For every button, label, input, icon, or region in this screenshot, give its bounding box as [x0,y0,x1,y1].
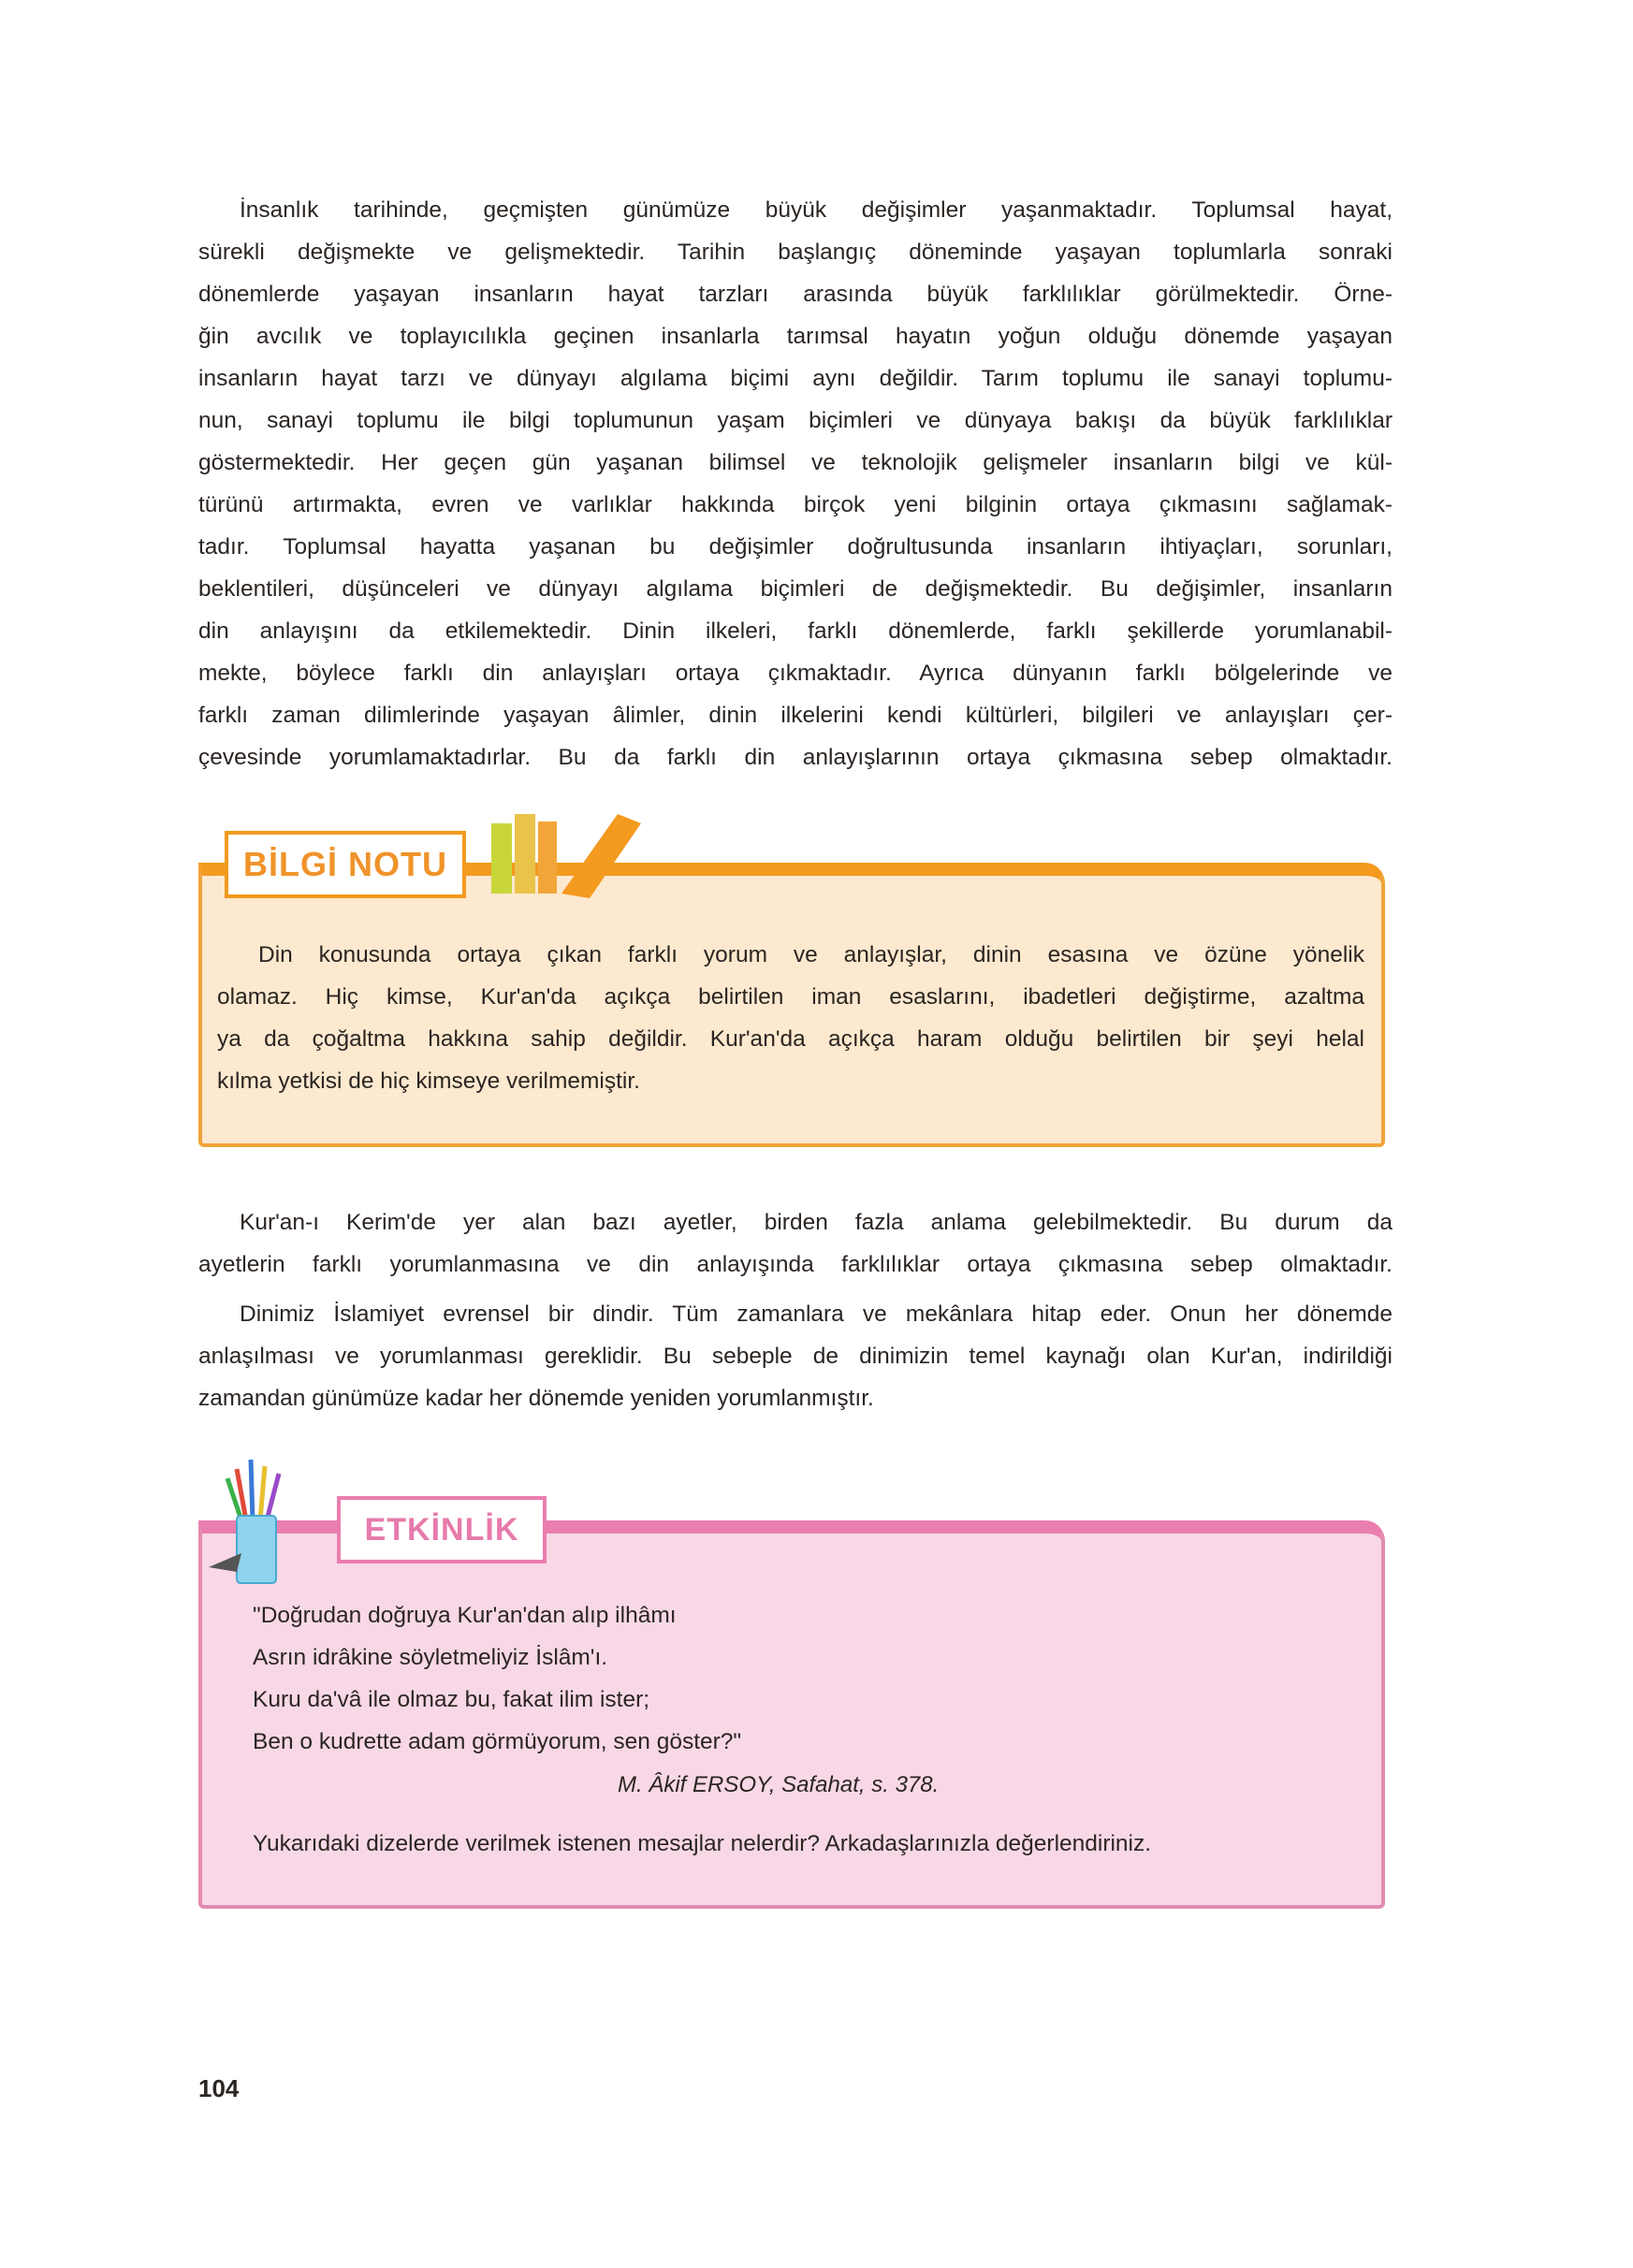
pencil-cup-icon [204,1455,307,1586]
text-line: dönemlerde yaşayan insanların hayat tarzları arasında büyük farklılıklar görülmektedir. Örne- [198,282,1392,307]
text-line: sürekli değişmekte ve gelişmektedir. Tarihin başlangıç döneminde yaşayan toplumlarla sonraki [198,240,1392,265]
text-line: göstermektedir. Her geçen gün yaşanan bilimsel ve teknolojik gelişmeler insanların bilgi ve kül- [198,450,1392,475]
text-line: zamandan günümüze kadar her dönemde yeniden yorumlanmıştır. [198,1386,874,1411]
text-line: tadır. Toplumsal hayatta yaşanan bu değişimler doğrultusunda insanların ihtiyaçları, sorunları, [198,534,1392,560]
text-line: mekte, böylece farklı din anlayışları ortaya çıkmaktadır. Ayrıca dünyanın farklı bölgelerinde ve [198,661,1392,686]
text-line: anlaşılması ve yorumlanması gereklidir. Bu sebeple de dinimizin temel kaynağı olan Kur'an, indirildiği [198,1344,1392,1369]
text-line: Kur'an-ı Kerim'de yer alan bazı ayetler, birden fazla anlama gelebilmektedir. Bu durum da [240,1210,1392,1235]
activity-question: Yukarıdaki dizelerde verilmek istenen mesajlar nelerdir? Arkadaşlarınızla değerlendiriniz. [253,1831,1152,1856]
poem-line: Asrın idrâkine söyletmeliyiz İslâm'ı. [253,1645,608,1670]
poem-line: "Doğrudan doğruya Kur'an'dan alıp ilhâmı [253,1603,677,1628]
text-line: olamaz. Hiç kimse, Kur'an'da açıkça belirtilen iman esaslarını, ibadetleri değiştirme, azaltma [217,984,1364,1010]
page-number: 104 [198,2074,240,2102]
books-icon [487,805,650,898]
info-note-title: BİLGİ NOTU [225,831,466,898]
text-line: insanların hayat tarzı ve dünyayı algılama biçimi aynı değildir. Tarım toplumu ile sanayi toplumu- [198,366,1392,391]
text-line: İnsanlık tarihinde, geçmişten günümüze büyük değişimler yaşanmaktadır. Toplumsal hayat, [240,197,1392,223]
paragraph-universal [198,1293,1392,1419]
text-line: Dinimiz İslamiyet evrensel bir dindir. Tüm zamanlara ve mekânlara hitap eder. Onun her dönemde [240,1301,1392,1327]
poem [253,1594,741,1763]
text-line: ya da çoğaltma hakkına sahip değildir. Kur'an'da açıkça haram olduğu belirtilen bir şeyi helal [217,1026,1364,1052]
text-line: ğin avcılık ve toplayıcılıkla geçinen insanlarla tarımsal hayatın yoğun olduğu dönemde yaşayan [198,324,1392,349]
text-line: beklentileri, düşünceleri ve dünyayı algılama biçimleri de değişmektedir. Bu değişimler, insanların [198,576,1392,602]
text-line: ayetlerin farklı yorumlanmasına ve din anlayışında farklılıklar ortaya çıkmasına sebep olmaktadır. [198,1252,1392,1277]
text-line: çevesinde yorumlamaktadırlar. Bu da farklı din anlayışlarının ortaya çıkmasına sebep olmaktadır. [198,745,1392,770]
text-line: din anlayışını da etkilemektedir. Dinin ilkeleri, farklı dönemlerde, farklı şekillerde yorumlanabil- [198,618,1392,644]
text-line: türünü artırmakta, evren ve varlıklar hakkında birçok yeni bilginin ortaya çıkmasını sağlamak- [198,492,1392,517]
poem-line: Kuru da'vâ ile olmaz bu, fakat ilim ister; [253,1687,650,1712]
text-line: farklı zaman dilimlerinde yaşayan âlimler, dinin ilkelerini kendi kültürleri, bilgileri ve anlayışları çer- [198,703,1392,728]
text-line: kılma yetkisi de hiç kimseye verilmemiştir. [217,1069,640,1094]
poem-line: Ben o kudrette adam görmüyorum, sen göster?" [253,1729,742,1754]
text-line: nun, sanayi toplumu ile bilgi toplumunun yaşam biçimleri ve dünyaya bakışı da büyük farklılıklar [198,408,1392,433]
activity-title: ETKİNLİK [337,1496,547,1563]
poem-citation: M. Âkif ERSOY, Safahat, s. 378. [618,1772,940,1797]
text-line: Din konusunda ortaya çıkan farklı yorum ve anlayışlar, dinin esasına ve özüne yönelik [258,942,1364,967]
intro-paragraph [198,189,1392,778]
info-note-text [217,934,1364,1102]
paragraph-verses [198,1201,1392,1286]
